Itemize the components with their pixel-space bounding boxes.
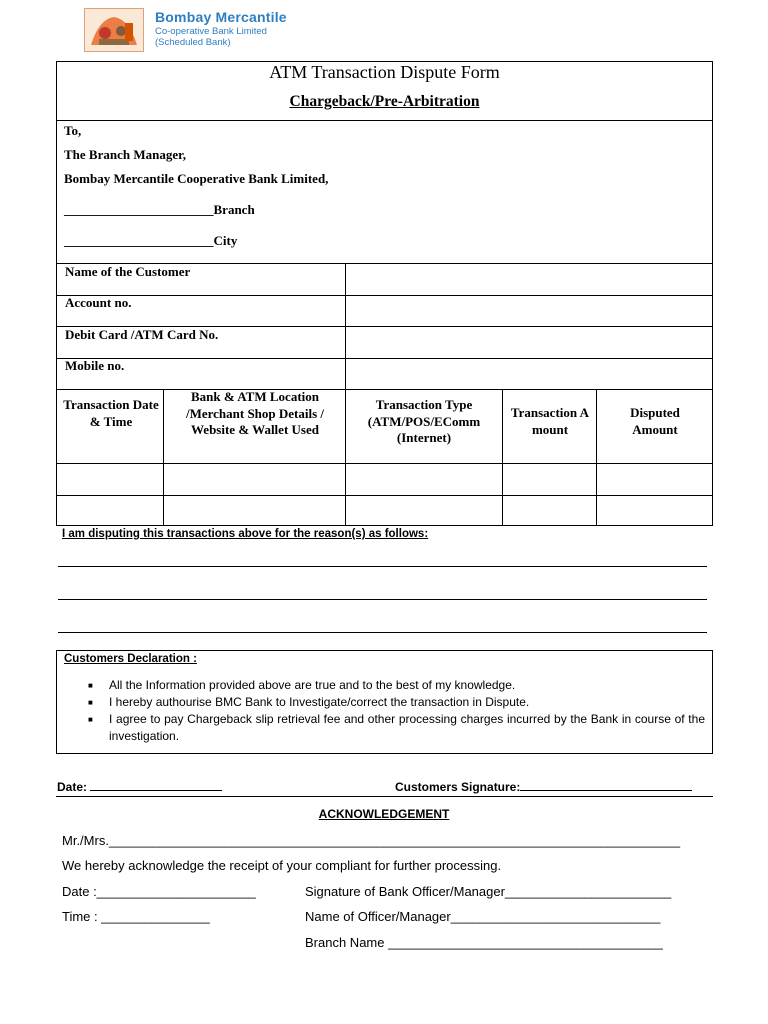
table-cell[interactable] (504, 497, 594, 525)
customer-signature-field[interactable] (395, 780, 692, 794)
table-header-disputed-amount: Disputed Amount (630, 405, 680, 437)
table-cell[interactable] (59, 497, 161, 525)
declaration-item: ■ I agree to pay Chargeback slip retrieval fee and other processing charges incurred by the Bank in course of the investigation. (88, 711, 705, 745)
date-blank[interactable] (90, 780, 222, 791)
table-cell[interactable] (165, 465, 343, 494)
table-header-date-time: Transaction Date & Time (63, 397, 159, 429)
customer-signature-label: Customers Signature: (395, 780, 521, 794)
table-header-location: Bank & ATM Location /Merchant Shop Details / Website & Wallet Used (185, 389, 325, 437)
date-field[interactable] (57, 780, 222, 794)
ack-time-field[interactable]: Time : _______________ (62, 909, 210, 924)
address-recipient: The Branch Manager, (64, 147, 186, 162)
declaration-item: ■ All the Information provided above are true and to the best of my knowledge. (88, 677, 705, 694)
card-no-field[interactable] (347, 328, 711, 357)
bank-name: Bombay Mercantile (155, 9, 287, 25)
reason-label: I am disputing this transactions above for the reason(s) as follows: (62, 528, 429, 540)
customer-name-field[interactable] (347, 265, 711, 294)
table-cell[interactable] (59, 465, 161, 494)
card-no-label: Debit Card /ATM Card No. (65, 327, 219, 342)
reason-line[interactable] (58, 632, 707, 633)
declaration-list (88, 677, 705, 745)
table-cell[interactable] (598, 497, 710, 525)
date-label: Date: (57, 780, 88, 794)
divider (502, 389, 503, 526)
signature-blank[interactable] (520, 780, 692, 791)
officer-name-field[interactable]: Name of Officer/Manager_____________________________ (305, 909, 661, 924)
mobile-no-field[interactable] (347, 360, 711, 388)
account-no-label: Account no. (65, 295, 132, 310)
declaration-title: Customers Declaration : (64, 653, 197, 665)
customer-declaration (56, 650, 713, 754)
bank-logo (84, 8, 144, 52)
branch-name-field[interactable]: Branch Name ______________________________________ (305, 935, 663, 950)
divider (596, 389, 597, 526)
table-header-transaction-amount: Transaction Amount (510, 405, 590, 437)
divider (57, 358, 712, 359)
dispute-form (56, 61, 713, 526)
ack-date-field[interactable]: Date :______________________ (62, 884, 256, 899)
divider (57, 389, 712, 390)
table-header-type: Transaction Type (ATM/POS/EComm (Internet) (367, 397, 481, 445)
reason-line[interactable] (58, 599, 707, 600)
table-cell[interactable] (165, 497, 343, 525)
bank-subtitle: Co-operative Bank Limited (155, 26, 267, 37)
address-to: To, (64, 123, 82, 138)
customer-name-label: Name of the Customer (65, 264, 191, 279)
city-field[interactable]: _______________________City (64, 233, 238, 248)
reason-line[interactable] (58, 566, 707, 567)
acknowledgement-statement: We hereby acknowledge the receipt of your compliant for further processing. (62, 858, 502, 873)
account-no-field[interactable] (347, 297, 711, 325)
form-subtitle: Chargeback/Pre-Arbitration (289, 93, 480, 110)
mobile-no-label: Mobile no. (65, 358, 125, 373)
table-cell[interactable] (347, 497, 500, 525)
address-bank: Bombay Mercantile Cooperative Bank Limited, (64, 171, 329, 186)
divider (57, 463, 712, 464)
divider (56, 796, 713, 797)
divider (57, 495, 712, 496)
table-cell[interactable] (347, 465, 500, 494)
bank-type: (Scheduled Bank) (155, 37, 231, 48)
divider (57, 295, 712, 296)
acknowledgement-title: ACKNOWLEDGEMENT (318, 807, 450, 821)
branch-field[interactable]: _______________________Branch (64, 202, 255, 217)
divider (345, 389, 346, 526)
form-title: ATM Transaction Dispute Form (269, 62, 500, 82)
declaration-item: ■ I hereby authourise BMC Bank to Investigate/correct the transaction in Dispute. (88, 694, 705, 711)
divider (345, 263, 346, 389)
table-cell[interactable] (598, 465, 710, 494)
divider (163, 389, 164, 526)
divider (57, 120, 712, 121)
mr-mrs-field[interactable]: Mr./Mrs._______________________________________________________________________________ (62, 833, 681, 848)
table-cell[interactable] (504, 465, 594, 494)
officer-signature-field[interactable]: Signature of Bank Officer/Manager_______________________ (305, 884, 672, 899)
